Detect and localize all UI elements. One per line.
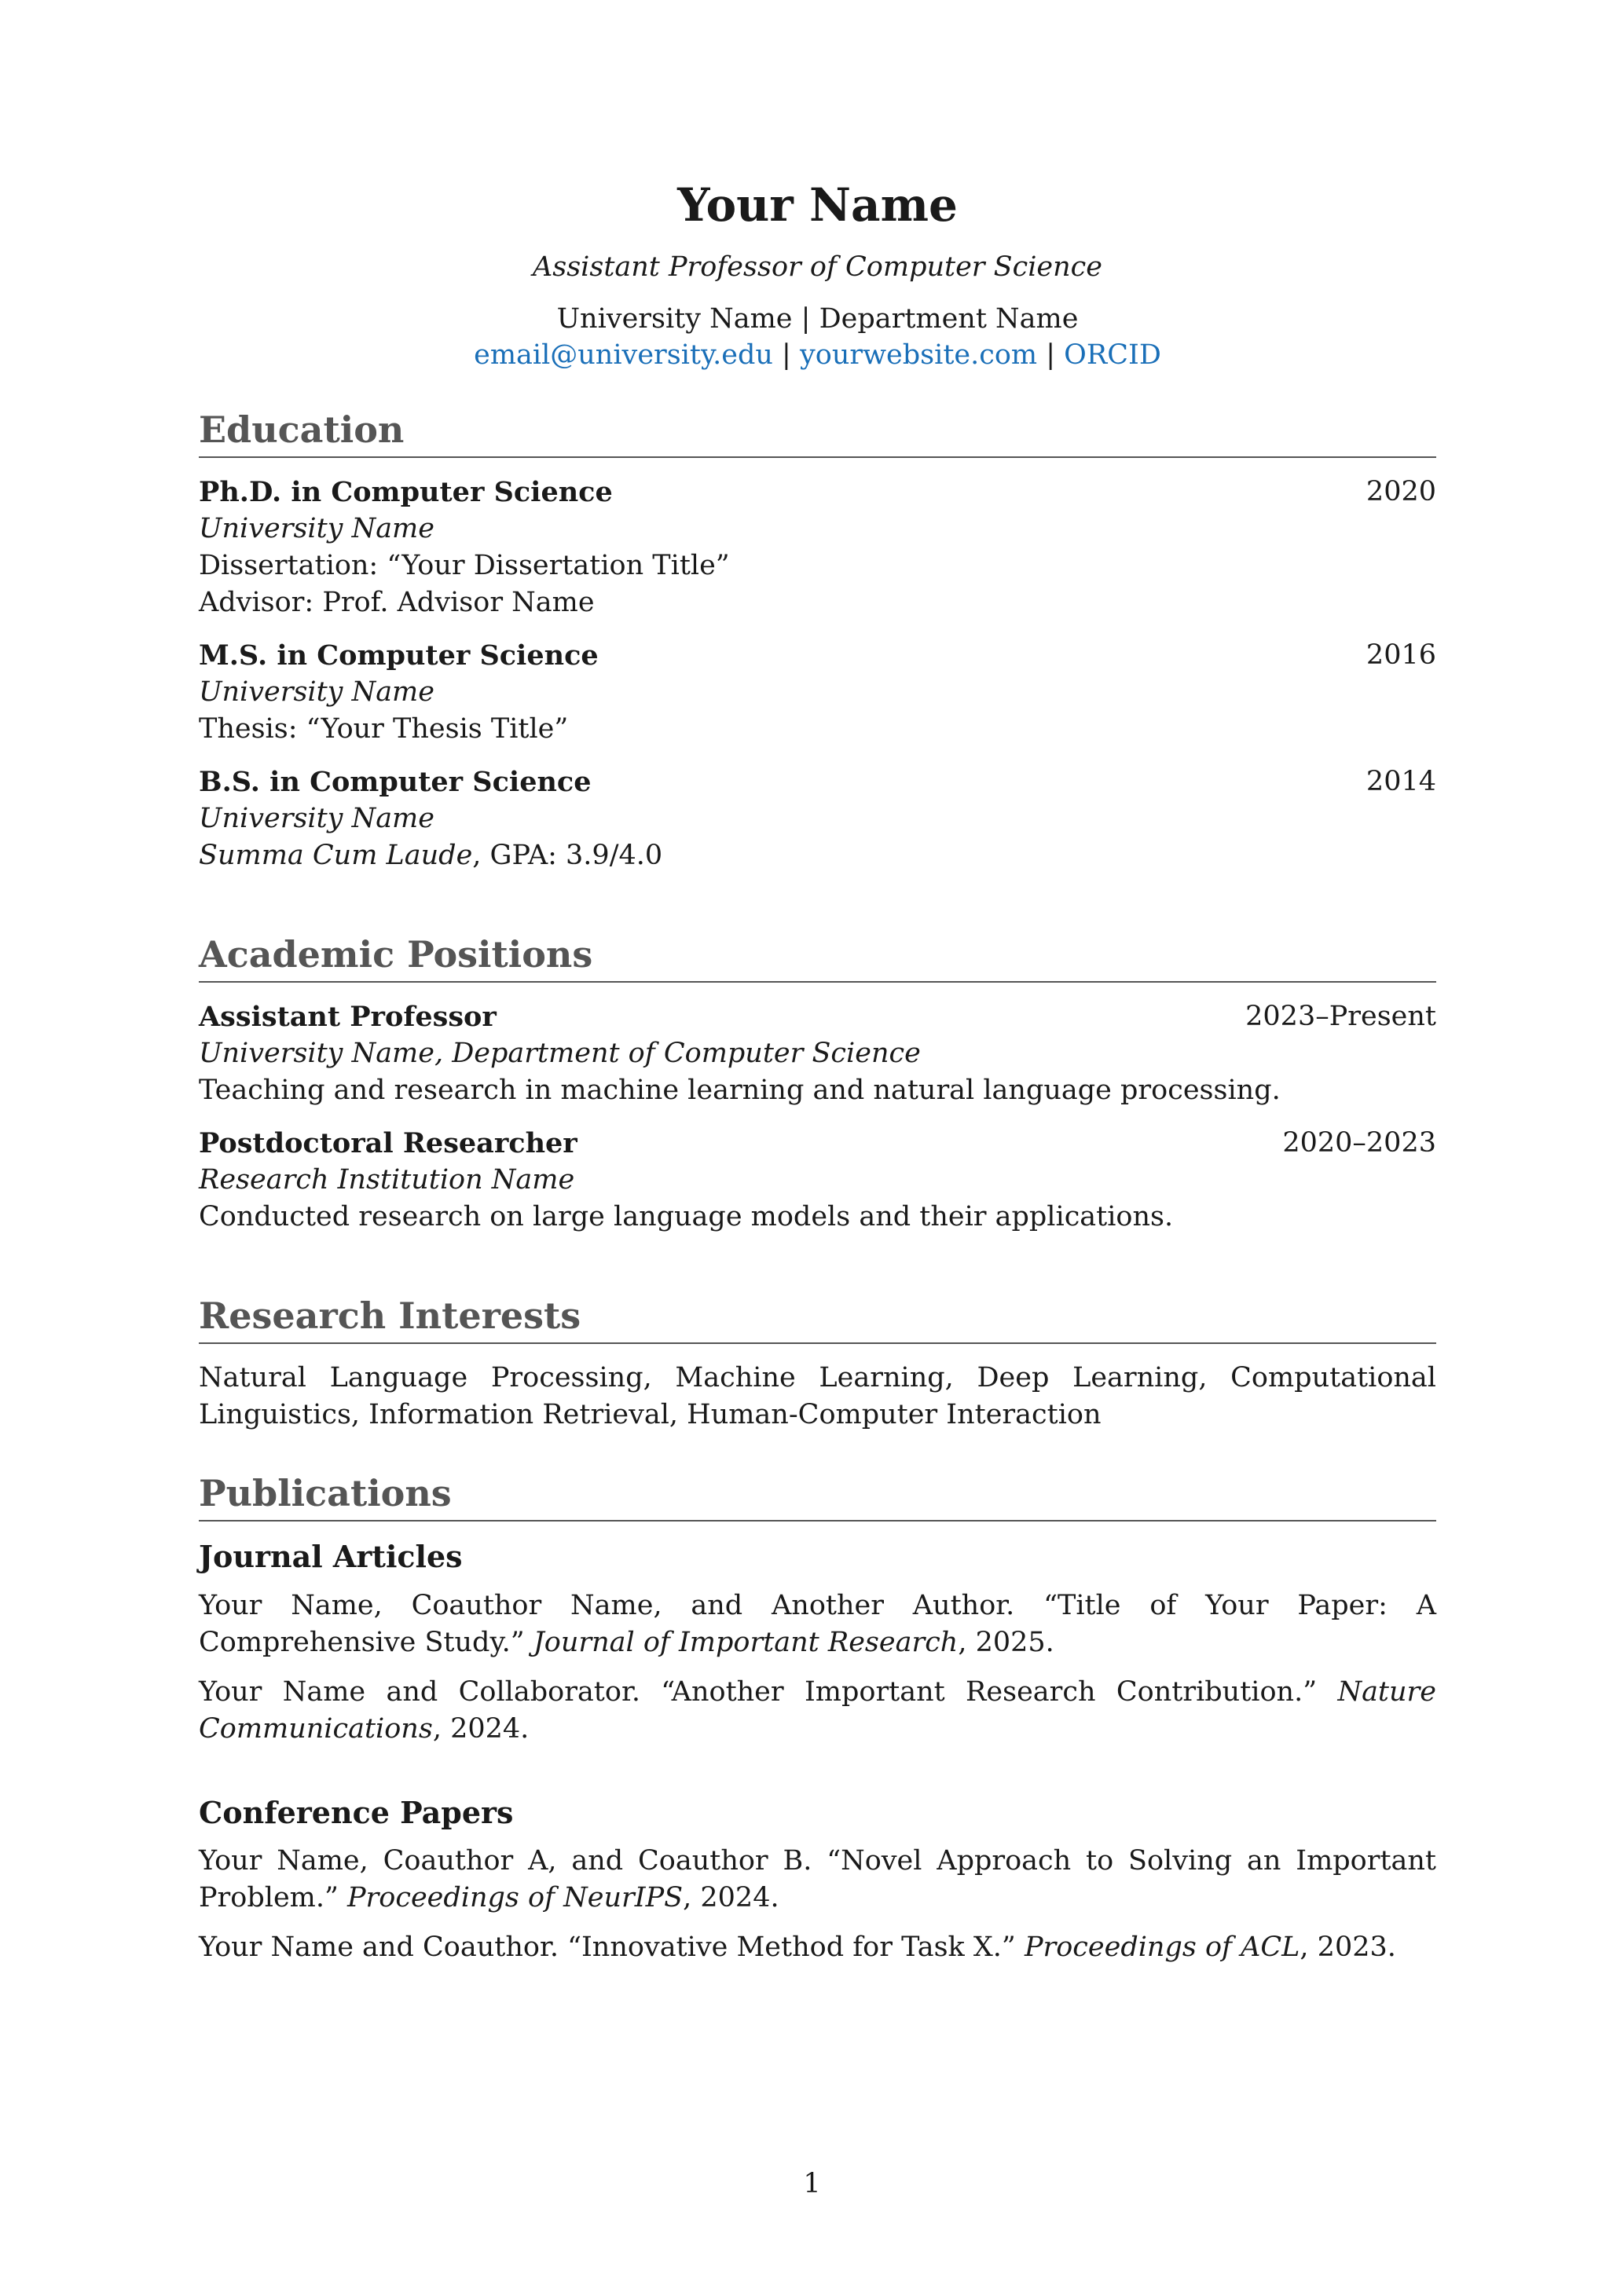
place: Research Institution Name [199, 1164, 575, 1196]
page-number: 1 [803, 2168, 821, 2199]
publication-item [199, 1843, 1436, 1917]
pub-authors: Your Name, Coauthor A, and Coauthor B. [199, 1845, 827, 1877]
honor: Summa Cum Laude [199, 840, 473, 872]
publication-item [199, 1929, 1436, 1966]
cv-affiliation: University Name | Department Name [556, 303, 1079, 335]
pub-year: , 2024. [683, 1882, 779, 1914]
pub-year: , 2024. [432, 1712, 530, 1745]
education-section [199, 408, 1436, 874]
contact-line [199, 339, 1436, 371]
degree: Ph.D. in Computer Science [199, 476, 613, 509]
dates: 2020–2023 [1282, 1127, 1436, 1159]
gpa: , GPA: 3.9/4.0 [472, 840, 663, 872]
pub-venue: Nature Communications [199, 1675, 1436, 1745]
section-title-education: Education [199, 408, 1436, 458]
publication-item [199, 1587, 1436, 1661]
pub-title: “Innovative Method for Task X.” [567, 1932, 1025, 1964]
honors-line [199, 837, 1436, 874]
degree: M.S. in Computer Science [199, 639, 599, 672]
publications-section [199, 1472, 1436, 1966]
separator: | [1046, 339, 1056, 371]
pub-title: “Title of Your Paper: A Comprehensive Study.” [199, 1589, 1436, 1658]
place: University Name, Department of Computer Science [199, 1038, 921, 1070]
school: University Name [199, 803, 434, 835]
degree: B.S. in Computer Science [199, 766, 592, 799]
orcid-link[interactable]: ORCID [1064, 339, 1161, 371]
cv-name: Your Name [677, 178, 958, 232]
dissertation: Dissertation: “Your Dissertation Title” [199, 550, 730, 582]
pub-venue: Proceedings of NeurIPS [347, 1882, 684, 1914]
dates: 2023–Present [1245, 1001, 1436, 1033]
section-title-positions: Academic Positions [199, 933, 1436, 983]
year: 2016 [1366, 639, 1436, 672]
description: Conducted research on large language models and their applications. [199, 1201, 1174, 1233]
publication-item [199, 1674, 1436, 1748]
school: University Name [199, 676, 434, 709]
role: Assistant Professor [199, 1001, 497, 1034]
separator: | [782, 339, 791, 371]
education-entry [199, 474, 1436, 621]
advisor: Advisor: Prof. Advisor Name [199, 587, 595, 619]
role: Postdoctoral Researcher [199, 1127, 577, 1160]
interests-text: Natural Language Processing, Machine Learning, Deep Learning, Computational Linguistics, Information Retrieval, Human-Computer Interaction [199, 1362, 1436, 1431]
pub-title: “Novel Approach to Solving an Important Problem.” [199, 1845, 1436, 1914]
subsection-journal: Journal Articles [199, 1539, 463, 1575]
pub-year: , 2023. [1300, 1932, 1396, 1964]
subsection-conference: Conference Papers [199, 1794, 514, 1830]
education-entry [199, 764, 1436, 874]
school: University Name [199, 513, 434, 545]
pub-title: “Another Important Research Contribution.” [661, 1675, 1338, 1708]
education-entry [199, 637, 1436, 748]
pub-year: , 2025. [958, 1626, 1054, 1658]
section-title-interests: Research Interests [199, 1294, 1436, 1344]
position-entry [199, 998, 1436, 1109]
description: Teaching and research in machine learning and natural language processing. [199, 1075, 1281, 1107]
pub-authors: Your Name and Collaborator. [199, 1675, 662, 1708]
thesis: Thesis: “Your Thesis Title” [199, 713, 569, 745]
pub-venue: Proceedings of ACL [1024, 1932, 1300, 1964]
email-link[interactable]: email@university.edu [474, 339, 773, 371]
section-title-publications: Publications [199, 1472, 1436, 1522]
pub-venue: Journal of Important Research [533, 1626, 959, 1658]
year: 2020 [1366, 476, 1436, 508]
position-entry [199, 1125, 1436, 1236]
interests-section [199, 1294, 1436, 1434]
year: 2014 [1366, 766, 1436, 798]
website-link[interactable]: yourwebsite.com [799, 339, 1038, 371]
pub-authors: Your Name, Coauthor Name, and Another Author. [199, 1589, 1044, 1621]
pub-authors: Your Name and Coauthor. [199, 1932, 568, 1964]
positions-section [199, 933, 1436, 1236]
cv-title: Assistant Professor of Computer Science [532, 251, 1102, 283]
